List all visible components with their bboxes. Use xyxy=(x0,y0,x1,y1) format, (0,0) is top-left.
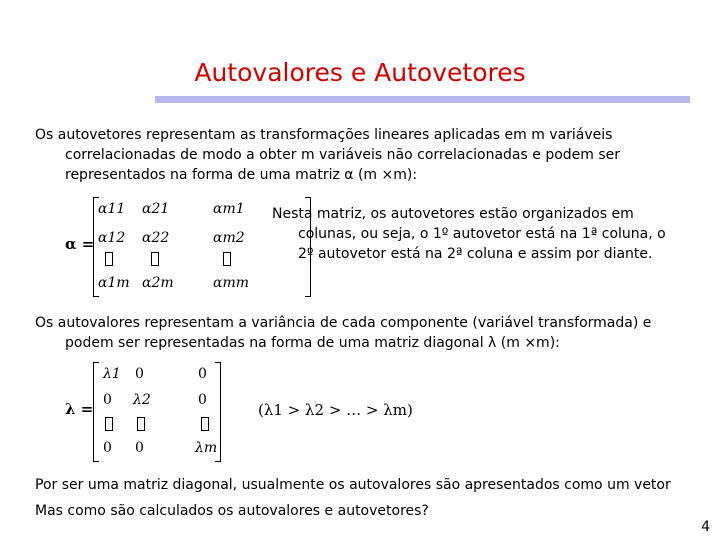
eigenvalue-ordering: (λ1 > λ2 > … > λm) xyxy=(258,401,413,419)
lambda-matrix-label: λ = xyxy=(65,400,94,418)
paragraph-line: 2º autovetor está na 2ª coluna e assim por diante. xyxy=(298,246,653,262)
matrix-cell: α2m xyxy=(142,275,174,291)
title-underline-bar xyxy=(155,96,690,103)
paragraph-line: Os autovalores representam a variância de cada componente (variável transformada) e xyxy=(35,315,652,331)
placeholder-glyph xyxy=(201,417,209,431)
matrix-cell: λ1 xyxy=(103,366,121,382)
matrix-cell: 0 xyxy=(135,366,144,382)
placeholder-glyph xyxy=(137,417,145,431)
matrix-cell: λ2 xyxy=(133,392,151,408)
paragraph-line: correlacionadas de modo a obter m variáveis não correlacionadas e podem ser xyxy=(65,147,621,163)
slide-title: Autovalores e Autovetores xyxy=(194,58,526,87)
matrix-cell: α11 xyxy=(98,201,126,217)
placeholder-glyph xyxy=(105,417,113,431)
placeholder-glyph xyxy=(223,252,231,266)
paragraph-line: Os autovetores representam as transformações lineares aplicadas em m variáveis xyxy=(35,127,613,143)
paragraph-line: colunas, ou seja, o 1º autovetor está na 1ª coluna, o xyxy=(298,226,666,242)
paragraph-diagonal-vector: Por ser uma matriz diagonal, usualmente os autovalores são apresentados como um vetor xyxy=(35,477,671,493)
matrix-cell: α22 xyxy=(142,230,170,246)
paragraph-eigenvalues xyxy=(35,313,695,353)
paragraph-line: podem ser representadas na forma de uma matriz diagonal λ (m ×m): xyxy=(65,335,560,351)
alpha-matrix xyxy=(65,195,255,300)
matrix-cell: 0 xyxy=(198,366,207,382)
paragraph-question: Mas como são calculados os autovalores e autovetores? xyxy=(35,503,429,519)
matrix-cell: 0 xyxy=(198,392,207,408)
matrix-cell: αm2 xyxy=(213,230,245,246)
matrix-cell: 0 xyxy=(103,440,112,456)
paragraph-line: Nesta matriz, os autovetores estão organizados em xyxy=(272,206,634,222)
paragraph-eigenvectors xyxy=(35,125,675,185)
paragraph-matrix-explanation xyxy=(272,204,692,264)
matrix-cell: αmm xyxy=(213,275,250,291)
matrix-cell: λm xyxy=(195,440,218,456)
alpha-matrix-label: α = xyxy=(65,235,95,253)
paragraph-line: representados na forma de uma matriz α (m ×m): xyxy=(65,167,418,183)
matrix-cell: αm1 xyxy=(213,201,245,217)
matrix-cell: 0 xyxy=(135,440,144,456)
lambda-matrix xyxy=(65,360,225,465)
page-number: 4 xyxy=(701,519,710,535)
placeholder-glyph xyxy=(151,252,159,266)
matrix-cell: 0 xyxy=(103,392,112,408)
matrix-cell: α21 xyxy=(142,201,170,217)
matrix-cell: α12 xyxy=(98,230,126,246)
matrix-cell: α1m xyxy=(98,275,130,291)
placeholder-glyph xyxy=(105,252,113,266)
left-bracket xyxy=(93,362,99,462)
